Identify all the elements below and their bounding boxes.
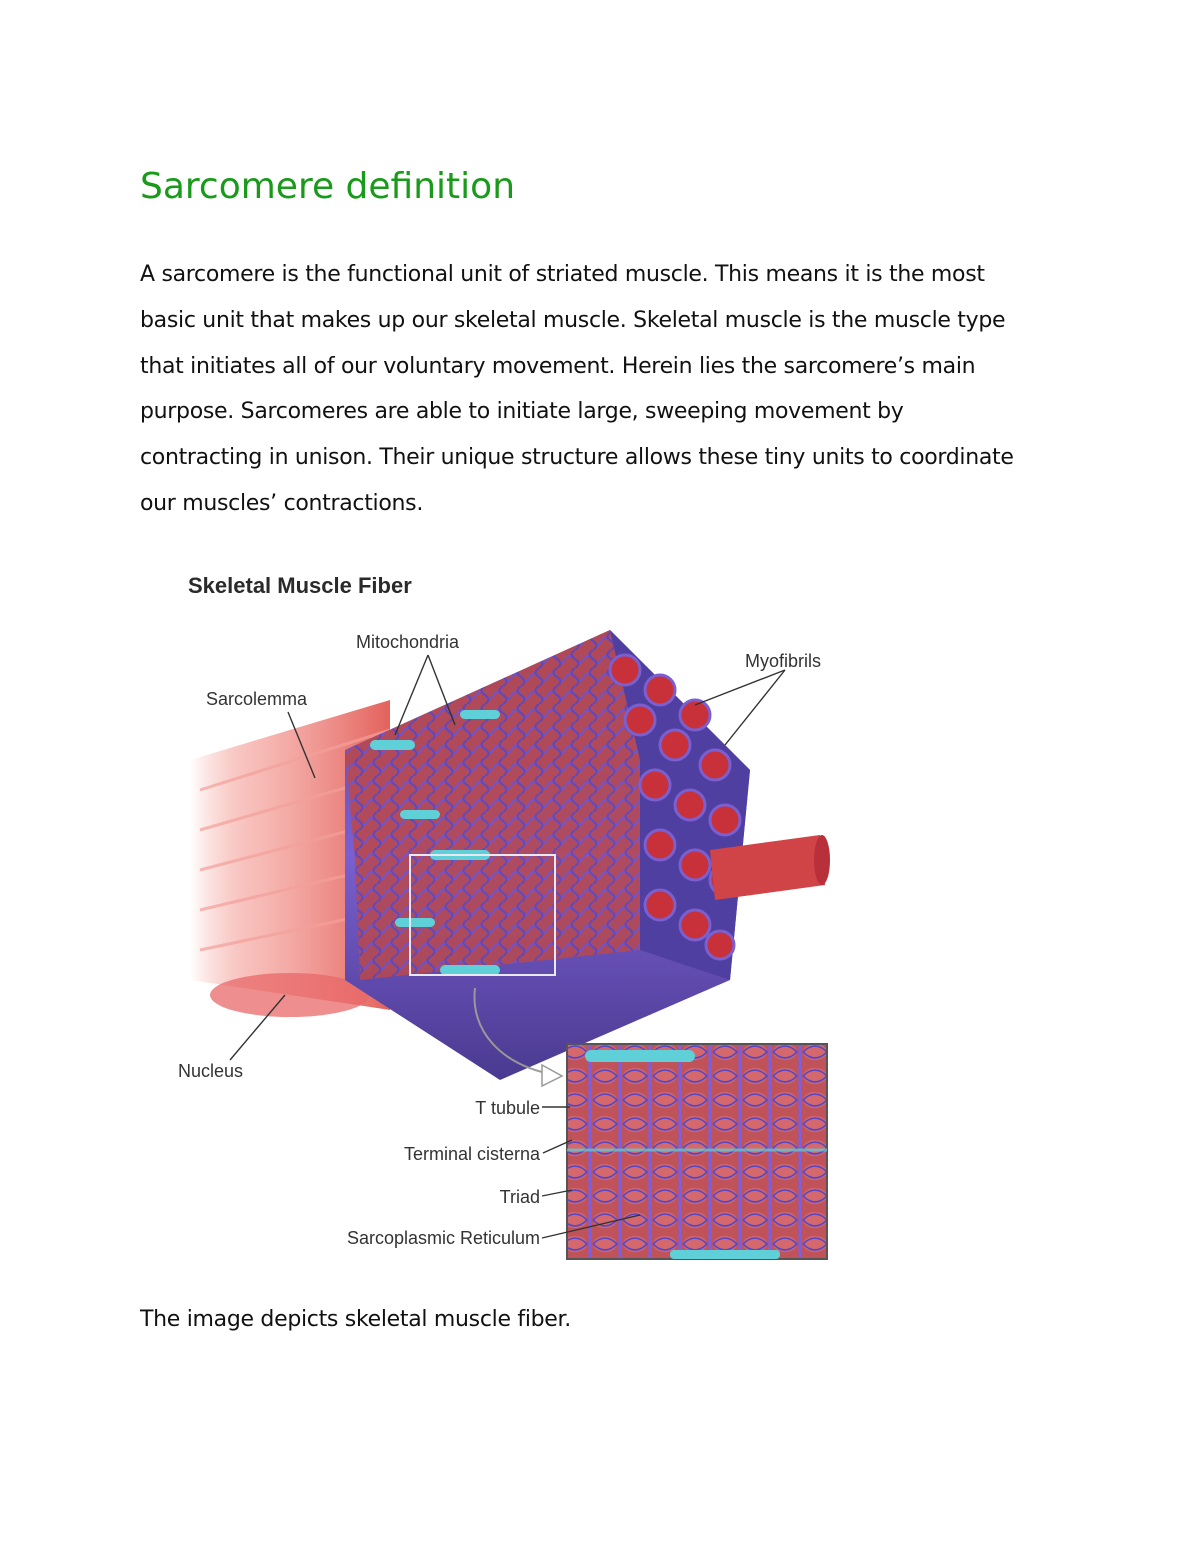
label-t-tubule: T tubule [475,1098,540,1118]
mitochondrion [395,918,435,927]
paragraph-line: purpose. Sarcomeres are able to initiate large, sweeping movement by [140,399,904,425]
label-sarcolemma: Sarcolemma [206,689,308,709]
label-triad: Triad [499,1187,540,1207]
label-mitochondria: Mitochondria [356,632,460,652]
skeletal-muscle-fiber-figure [170,560,850,1280]
paragraph-line: contracting in unison. Their unique structure allows these tiny units to coordinate [140,445,1014,471]
label-terminal-cisterna: Terminal cisterna [403,1144,540,1164]
figure-title: Skeletal Muscle Fiber [188,573,412,598]
label-sarcoplasmic-reticulum: Sarcoplasmic Reticulum [346,1228,540,1248]
mitochondrion [370,740,415,750]
paragraph-line: our muscles’ contractions. [140,490,424,516]
label-nucleus: Nucleus [178,1061,244,1081]
mitochondrion [440,965,500,975]
page-title: Sarcomere definition [140,166,516,207]
label-myofibrils: Myofibrils [745,651,822,671]
definition-paragraph [140,252,1100,527]
mitochondrion [400,810,440,819]
muscle-fiber-illustration [170,560,850,1280]
paragraph-line: that initiates all of our voluntary movement. Herein lies the sarcomere’s main [140,353,976,379]
mitochondrion [460,710,500,719]
paragraph-line: basic unit that makes up our skeletal muscle. Skeletal muscle is the muscle type [140,307,1006,333]
figure-caption: The image depicts skeletal muscle fiber. [140,1307,571,1332]
myofibril-cylinder [345,630,830,1080]
paragraph-line: A sarcomere is the functional unit of striated muscle. This means it is the most [140,262,985,287]
inset-magnified-view [567,1044,827,1259]
